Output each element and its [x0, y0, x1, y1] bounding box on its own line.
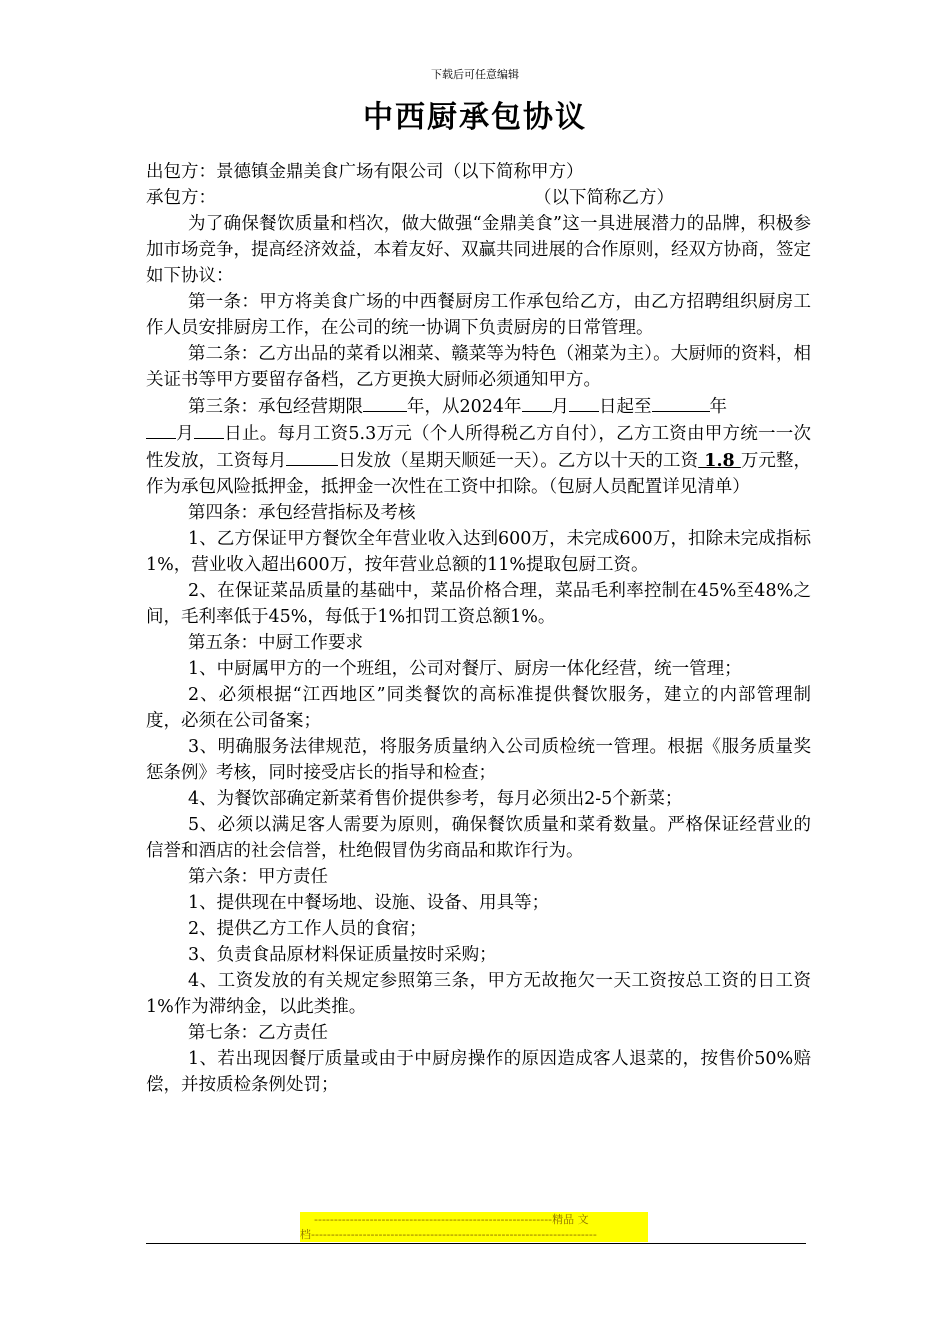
article-3 — [146, 393, 811, 500]
art3-text-9: 万元整，作为承包风险抵押金，抵押金一次性在工资中扣除。（包厨人员配置详见清单） — [146, 451, 812, 497]
term-years-blank — [363, 393, 407, 412]
article-4-heading: 第四条：承包经营指标及考核 — [188, 503, 416, 523]
end-day-blank — [194, 420, 224, 439]
intro-paragraph: 为了确保餐饮质量和档次，做大做强“金鼎美食”这一具进展潜力的品牌，积极参加市场竞争，提高经济效益，本着友好、双赢共同进展的合作原则，经双方协商，签定如下协议： — [146, 214, 811, 286]
art3-text-8: 日发放（星期天顺延一天）。乙方以十天的工资 — [338, 451, 699, 471]
article-6-item: 3、负责食品原材料保证质量按时采购； — [188, 945, 497, 965]
footer-rule — [146, 1243, 806, 1244]
end-month-blank — [146, 420, 176, 439]
end-year-blank — [652, 393, 710, 412]
art3-text-1: 第三条：承包经营期限 — [188, 397, 363, 417]
article-4-item: 2、在保证菜品质量的基础中，菜品价格合理，菜品毛利率控制在45%至48%之间，毛利率低于45%，每低于1%扣罚工资总额1%。 — [146, 581, 811, 627]
article-5-item: 2、必须根据“江西地区”同类餐饮的高标准提供餐饮服务，建立的内部管理制度，必须在公司备案； — [146, 685, 811, 731]
party-b-suffix: （以下简称乙方） — [534, 188, 674, 208]
article-1: 第一条：甲方将美食广场的中西餐厨房工作承包给乙方，由乙方招聘组织厨房工作人员安排厨房工作，在公司的统一协调下负责厨房的日常管理。 — [146, 292, 811, 338]
party-b-line — [146, 185, 811, 211]
article-6-heading: 第六条：甲方责任 — [188, 867, 328, 887]
article-5-item: 1、中厨属甲方的一个班组，公司对餐厅、厨房一体化经营，统一管理； — [188, 659, 742, 679]
article-7-heading: 第七条：乙方责任 — [188, 1023, 328, 1043]
article-5-item: 5、必须以满足客人需要为原则，确保餐饮质量和菜肴数量。严格保证经营业的信誉和酒店的社会信誉，杜绝假冒伪劣商品和欺诈行为。 — [146, 815, 811, 861]
art3-text-2: 年，从2024年 — [407, 397, 522, 417]
art3-text-4: 日起至 — [599, 397, 652, 417]
start-month-blank — [522, 393, 552, 412]
party-a-label: 出包方： — [146, 162, 216, 182]
art3-text-5: 年 — [709, 397, 728, 417]
article-7-item: 1、若出现因餐厅质量或由于中厨房操作的原因造成客人退菜的，按售价50%赔偿，并按质检条例处罚； — [146, 1049, 811, 1095]
article-5-item: 4、为餐饮部确定新菜肴售价提供参考，每月必须出2-5个新菜； — [188, 789, 683, 809]
footer-line-1: ------------------------------------------------------------精品 文 — [314, 1213, 589, 1226]
art3-text-6: 月 — [176, 424, 194, 444]
article-6-item: 2、提供乙方工作人员的食宿； — [188, 919, 427, 939]
article-6-item: 4、工资发放的有关规定参照第三条，甲方无故拖欠一天工资按总工资的日工资1%作为滞纳金，以此类推。 — [146, 971, 811, 1017]
party-a-suffix: （以下简称甲方） — [443, 162, 584, 182]
pay-day-blank — [286, 447, 338, 466]
party-a-line — [146, 159, 811, 185]
article-5-heading: 第五条：中厨工作要求 — [188, 633, 363, 653]
article-2: 第二条：乙方出品的菜肴以湘菜、赣菜等为特色（湘菜为主）。大厨师的资料，相关证书等甲方要留存备档，乙方更换大厨师必须通知甲方。 — [146, 344, 811, 390]
footer-watermark — [300, 1212, 648, 1242]
start-day-blank — [569, 393, 599, 412]
party-a-name: 景德镇金鼎美食广场有限公司 — [216, 162, 444, 182]
article-5-item: 3、明确服务法律规范，将服务质量纳入公司质检统一管理。根据《服务质量奖惩条例》考核，同时接受店长的指导和检查； — [146, 737, 811, 783]
agreement-body — [146, 159, 811, 1098]
document-title: 中西厨承包协议 — [363, 100, 587, 135]
top-note: 下载后可任意编辑 — [431, 68, 519, 81]
party-b-label: 承包方： — [146, 188, 216, 208]
deposit-amount: 1.8 — [698, 451, 741, 471]
article-4-item: 1、乙方保证甲方餐饮全年营业收入达到600万，未完成600万，扣除未完成指标1%，营业收入超出600万，按年营业总额的11%提取包厨工资。 — [146, 529, 811, 575]
art3-text-7: 日止。每月工资5.3万元（个人所得税乙方自付），乙方工资由甲方统一一次性发放，工资每月 — [146, 424, 811, 471]
article-6-item: 1、提供现在中餐场地、设施、设备、用具等； — [188, 893, 550, 913]
footer-line-2: 档------------------------------------------------------------------------ — [300, 1228, 597, 1241]
art3-text-3: 月 — [551, 397, 570, 417]
